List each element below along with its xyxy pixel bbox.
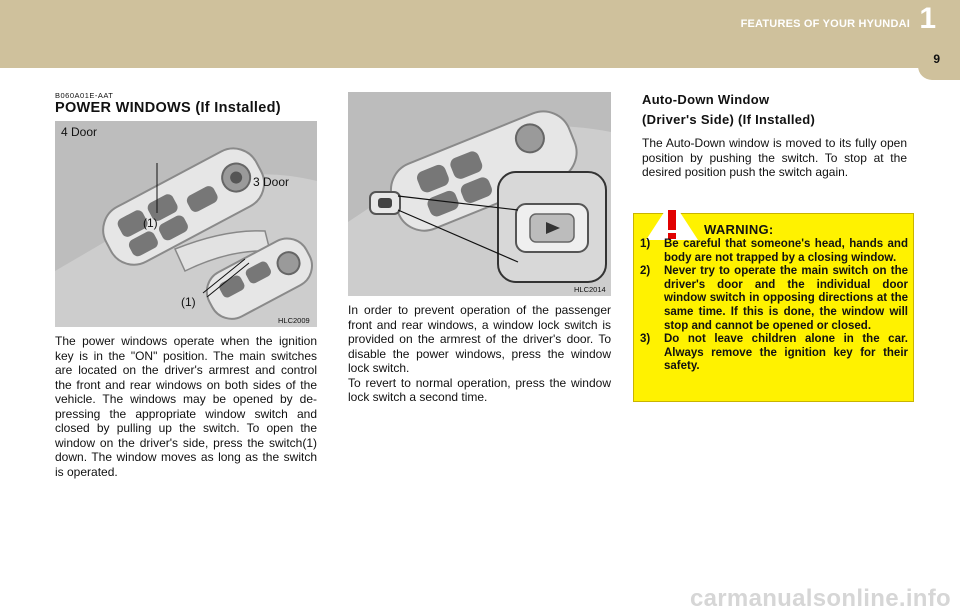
callout-switch-1-lower: (1) xyxy=(181,295,196,309)
window-lock-paragraph-2: To revert to normal operation, press the window lock switch a second time. xyxy=(348,375,611,404)
warning-list xyxy=(640,238,908,374)
section-title: POWER WINDOWS (If Installed) xyxy=(55,100,281,116)
chapter-number: 1 xyxy=(919,2,936,35)
figure-code-middle: HLC2014 xyxy=(574,285,606,294)
warning-exclamation-icon xyxy=(644,198,700,242)
auto-down-subtitle: (Driver's Side) (If Installed) xyxy=(642,112,816,127)
warning-title: WARNING: xyxy=(704,222,774,237)
figure-code-left: HLC2009 xyxy=(278,316,310,325)
warning-item-number: 3) xyxy=(640,333,651,346)
warning-item-text: Do not leave children alone in the car. Always remove the ignition key for their safety. xyxy=(664,333,908,373)
window-lock-description xyxy=(348,303,611,405)
site-watermark: carmanualsonline.info xyxy=(690,585,952,612)
warning-item xyxy=(640,265,908,333)
warning-box xyxy=(633,213,914,402)
page-number: 9 xyxy=(933,52,940,66)
warning-item-number: 2) xyxy=(640,265,651,278)
auto-down-title: Auto-Down Window xyxy=(642,92,770,107)
label-4-door: 4 Door xyxy=(61,125,98,139)
auto-down-description: The Auto-Down window is moved to its fully open position by pushing the switch. To stop at the desired position push the switch again. xyxy=(642,136,907,179)
warning-item-number: 1) xyxy=(640,238,651,250)
label-3-door: 3 Door xyxy=(253,175,290,189)
callout-switch-1-upper: (1) xyxy=(143,216,158,230)
chapter-header-band xyxy=(0,0,960,68)
warning-item xyxy=(640,333,908,374)
power-window-switch-photo xyxy=(55,121,317,327)
power-windows-description: The power windows operate when the ignition key is in the "ON" position. The main switches are located on the driver's armrest and control the front and rear windows on both sides of the vehicle. The windows may be opened by de-pressing the appropriate window switch and closed by pulling up the switch. To open the window on the driver's side, press the switch(1) down. The window moves as long as the switch is operated. xyxy=(55,334,317,479)
window-lock-switch-photo xyxy=(348,92,611,296)
window-lock-paragraph-1: In order to prevent operation of the passenger front and rear windows, a window lock switch is provided on the armrest of the driver's door. To disable the power windows, press the window lock switch. xyxy=(348,303,611,375)
section-code: B060A01E-AAT xyxy=(55,91,114,100)
warning-item-text: Never try to operate the main switch on the driver's door and the individual door window switch in opposing directions at the same time. If this is done, the window will stop and cannot be opened or closed. xyxy=(664,265,908,332)
chapter-title: FEATURES OF YOUR HYUNDAI xyxy=(740,18,910,30)
warning-item xyxy=(640,238,908,265)
warning-item-text: Be careful that someone's head, hands and body are not trapped by a closing window. xyxy=(664,238,908,264)
